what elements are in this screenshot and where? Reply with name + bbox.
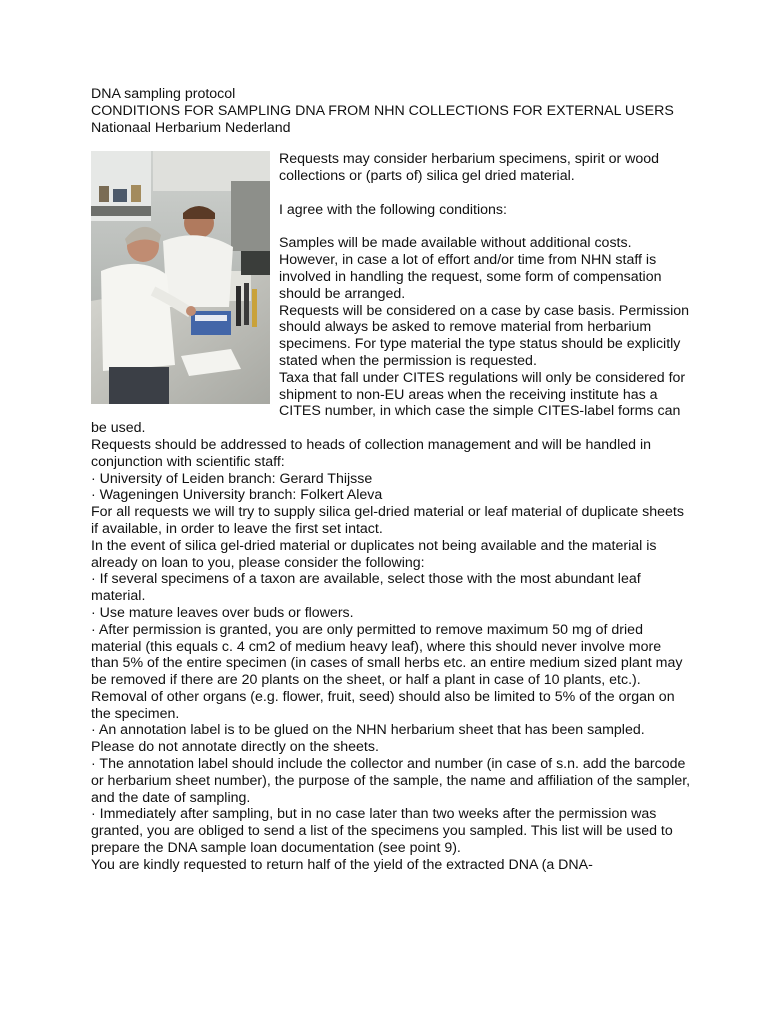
doc-title: CONDITIONS FOR SAMPLING DNA FROM NHN COLLECTIONS FOR EXTERNAL USERS <box>91 102 674 119</box>
list-item-sampling-list: · Immediately after sampling, but in no case later than two weeks after the permission was granted, you are obliged to send a list of the specimens you sampled. This list will be used to prepare the DNA sample loan documentation (see point 9). <box>91 806 673 857</box>
paragraph-requests: Requests should be addressed to heads of collection management and will be handled in conjunction with scientific staff: <box>91 436 651 470</box>
paragraph-return-dna: You are kindly requested to return half of the yield of the extracted DNA (a DNA- <box>91 856 593 873</box>
paragraph-supply: For all requests we will try to supply silica gel-dried material or leaf material of duplicate sheets if available, in order to leave the first set intact. <box>91 504 684 537</box>
institution-name: Nationaal Herbarium Nederland <box>91 119 291 136</box>
lab-photo <box>91 151 270 404</box>
paragraph-loan: In the event of silica gel-dried material or duplicates not being available and the material is already on loan to you, please consider the following: <box>91 537 657 571</box>
paragraph-materials: Requests may consider herbarium specimens, spirit or wood collections or (parts of) silica gel dried material. <box>279 151 660 185</box>
paragraph-permission: Requests will be considered on a case by case basis. Permission should always be asked to remove material from herbarium specimens. For type material the type status should be explicitly stated when the permission is requested. <box>279 302 690 369</box>
document-page <box>91 86 691 874</box>
list-item-max-material: · After permission is granted, you are only permitted to remove maximum 50 mg of dried material (this equals c. 4 cm2 of medium heavy leaf), where this should never involve more than 5% of the entire specimen (in cases of small herbs etc. an entire medium sized plant may be removed if there are 20 plants on the sheet, or half a plant in case of 10 plants, etc.). Removal of other organs (e.g. flower, fruit, seed) should also be limited to 5% of the organ on the specimen. <box>91 621 683 722</box>
list-item-annotation-label: · An annotation label is to be glued on the NHN herbarium sheet that has been sampled. Please do not annotate directly on the sheets. <box>91 722 645 756</box>
document-header <box>91 86 691 136</box>
paragraph-cites: Taxa that fall under CITES regulations will only be considered for shipment to non-EU areas when the receiving institute has a CITES number, in which case the simple CITES-label forms can be used. <box>91 369 686 437</box>
lab-photo-icon <box>91 151 270 404</box>
list-item-specimens: · If several specimens of a taxon are available, select those with the most abundant leaf material. <box>91 571 641 605</box>
doc-subtitle: DNA sampling protocol <box>91 86 236 102</box>
list-item-label-contents: · The annotation label should include the collector and number (in case of s.n. add the barcode or herbarium sheet number), the purpose of the sample, the name and affiliation of the sampler, and the date of sampling. <box>91 756 691 806</box>
paragraph-costs: Samples will be made available without additional costs. However, in case a lot of effort and/or time from NHN staff is involved in handling the request, some form of compensation should be arranged. <box>279 235 662 302</box>
list-item-wageningen: · Wageningen University branch: Folkert Aleva <box>91 487 383 504</box>
paragraph-agree: I agree with the following conditions: <box>279 201 507 218</box>
list-item-mature-leaves: · Use mature leaves over buds or flowers. <box>91 604 354 621</box>
list-item-leiden: · University of Leiden branch: Gerard Thijsse <box>91 470 373 487</box>
